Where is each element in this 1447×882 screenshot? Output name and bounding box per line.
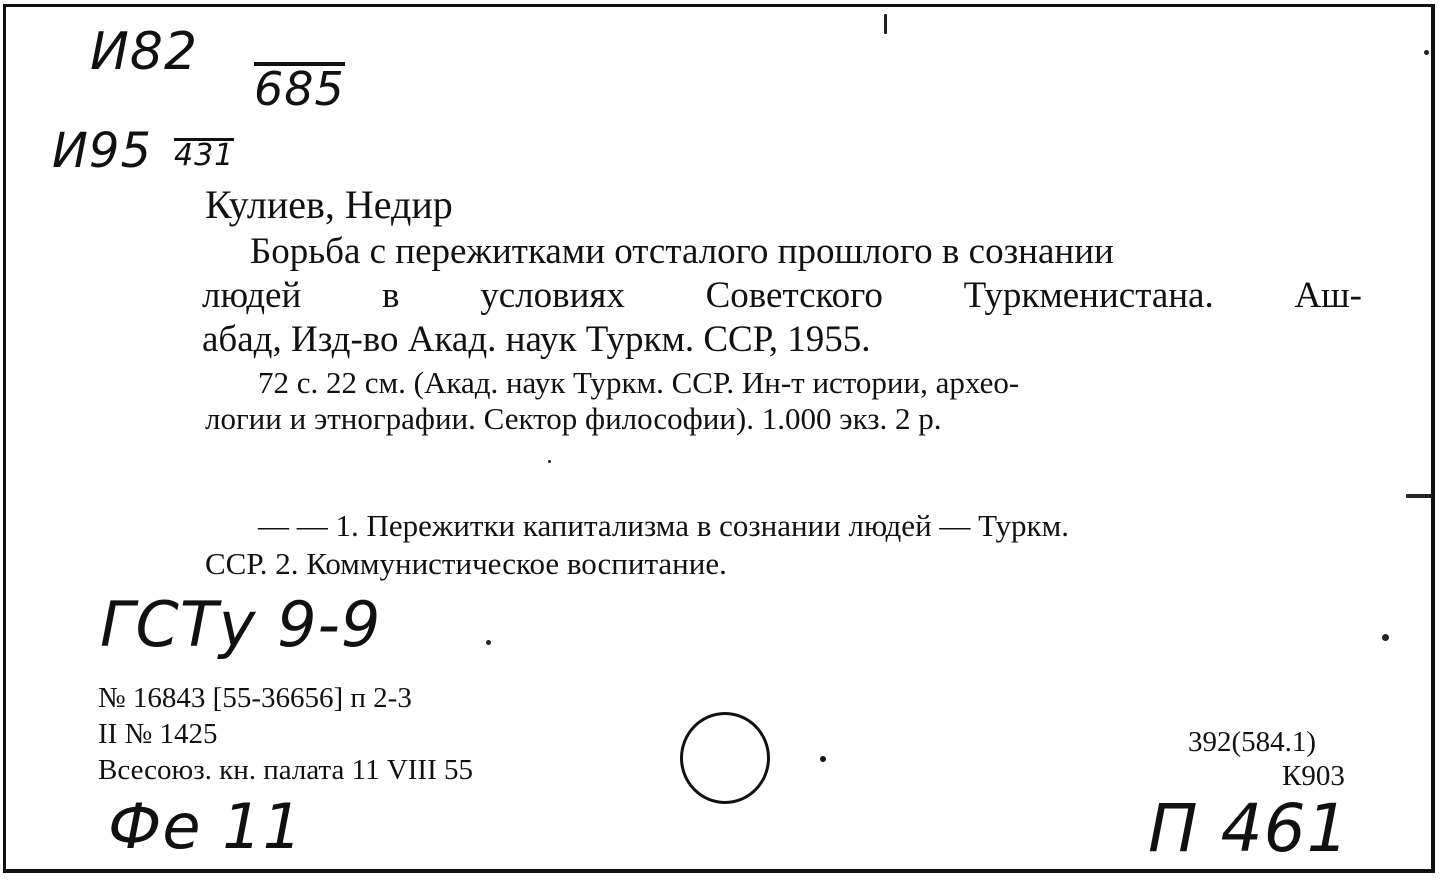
handwritten-mark-second: И95	[52, 123, 152, 179]
card-number-line: № 16843 [55-36656] п 2-3	[98, 682, 412, 714]
scan-speck	[1382, 634, 1389, 641]
collation-line-1: 72 с. 22 см. (Акад. наук Туркм. ССР. Ин-т истории, архео-	[258, 365, 1020, 400]
classification-code: 392(584.1)	[1188, 726, 1317, 758]
serial-number-line: II № 1425	[98, 718, 218, 750]
title-line-2: людей в условиях Советского Туркменистана. Аш-	[202, 275, 1362, 316]
subjects-line-2: ССР. 2. Коммунистическое воспитание.	[205, 546, 727, 581]
handwritten-mark-middle: ГСТу 9-9	[100, 588, 382, 661]
scan-speck	[1406, 494, 1432, 498]
title-line-1: Борьба с пережитками отсталого прошлого в сознании	[250, 231, 1114, 272]
author-heading: Кулиев, Недир	[205, 182, 453, 227]
author-mark-code: К903	[1282, 760, 1345, 792]
handwritten-mark-bottom-right: П 461	[1148, 790, 1350, 867]
handwritten-mark-second-number: 431	[174, 138, 235, 173]
scan-speck	[486, 640, 491, 645]
publisher-chamber-line: Всесоюз. кн. палата 11 VIII 55	[98, 754, 473, 786]
punch-hole-circle	[680, 712, 770, 804]
handwritten-mark-top: И82	[90, 22, 199, 82]
collation-line-2: логии и этнографии. Сектор философии). 1.000 экз. 2 р.	[205, 401, 942, 436]
scan-speck	[548, 460, 551, 463]
scan-speck	[1424, 50, 1429, 55]
handwritten-mark-top-number: 685	[254, 62, 345, 116]
ink-dot	[820, 756, 826, 762]
title-line-3: абад, Изд-во Акад. наук Туркм. ССР, 1955.	[202, 319, 871, 360]
subjects-line-1: — — 1. Пережитки капитализма в сознании людей — Туркм.	[258, 508, 1069, 543]
handwritten-mark-bottom-left: Фе 11	[108, 790, 304, 863]
scan-speck	[884, 14, 887, 34]
